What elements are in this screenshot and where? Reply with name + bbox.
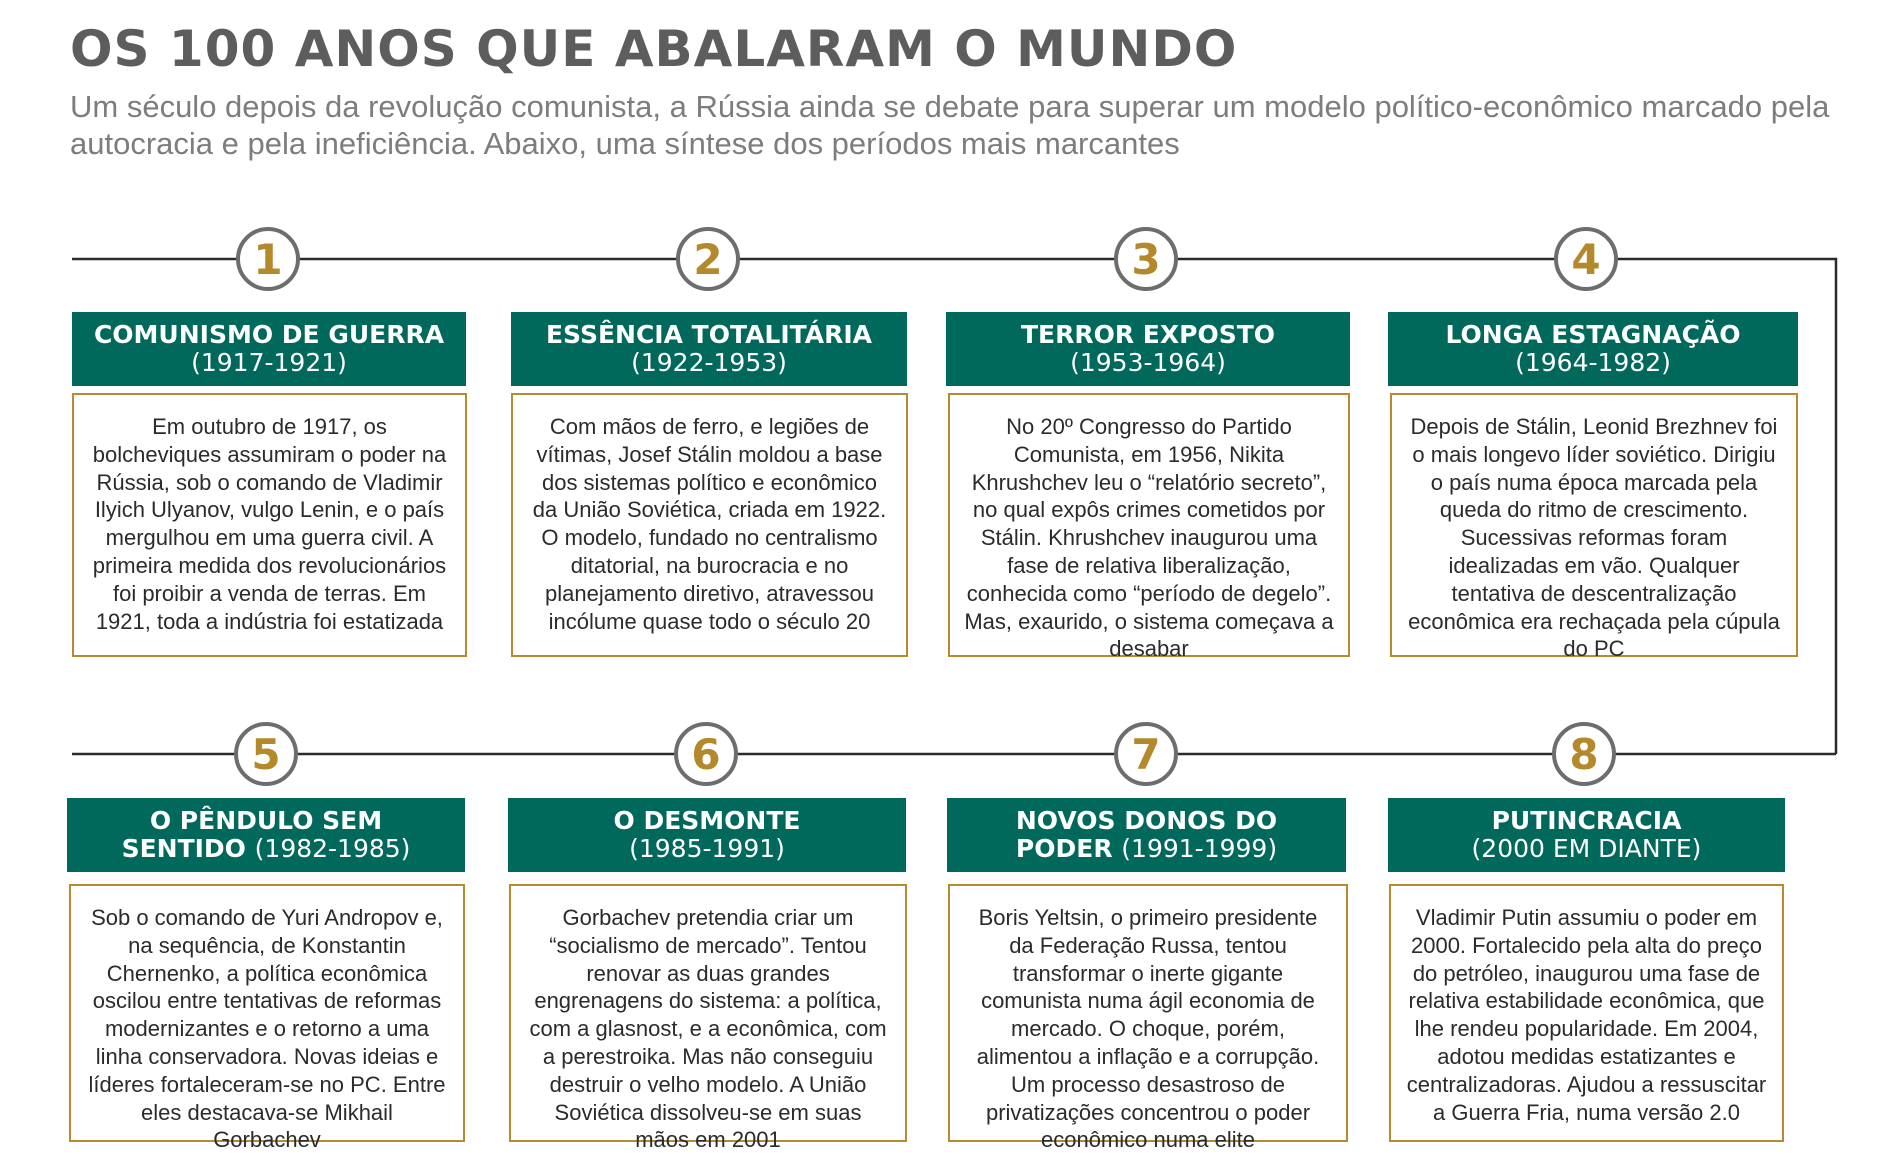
period-6-description-box	[509, 884, 907, 1153]
period-title: SENTIDO	[121, 834, 246, 863]
period-2-description-box	[511, 393, 908, 657]
period-description: Em outubro de 1917, os bolcheviques assumiram o poder na Rússia, sob o comando de Vladimir Ilyich Ulyanov, vulgo Lenin, e o país mergulhou em uma guerra civil. A primeira medida dos revolucionários foi proibir a venda de terras. Em 1921, toda a indústria foi estatizada	[92, 414, 447, 634]
period-years: (1991-1999)	[1121, 834, 1278, 863]
period-title: ESSÊNCIA TOTALITÁRIA	[545, 320, 873, 349]
period-1-description-box	[72, 393, 467, 657]
period-title-line	[1016, 807, 1277, 835]
period-title-line	[122, 835, 411, 863]
period-number-badge: 2	[676, 227, 740, 291]
period-title: LONGA ESTAGNAÇÃO	[1445, 320, 1741, 349]
period-8-header	[1388, 798, 1785, 872]
period-5-description-box	[69, 884, 465, 1153]
period-title: O PÊNDULO SEM	[149, 806, 383, 835]
period-3-description-box	[948, 393, 1350, 662]
period-number-badge: 1	[236, 227, 300, 291]
period-title-line	[614, 807, 801, 835]
period-6-header	[508, 798, 906, 872]
period-3-header	[946, 312, 1350, 386]
period-2-header	[511, 312, 907, 386]
period-title-line	[1021, 321, 1275, 349]
period-title: NOVOS DONOS DO	[1015, 806, 1278, 835]
period-title: PUTINCRACIA	[1491, 806, 1682, 835]
period-years: (1964-1982)	[1515, 348, 1671, 377]
period-title-line	[546, 321, 872, 349]
period-title: TERROR EXPOSTO	[1020, 320, 1276, 349]
page-subtitle: Um século depois da revolução comunista, a Rússia ainda se debate para superar um modelo político-econômico marcado pela autocracia e pela ineficiência. Abaixo, uma síntese dos períodos mais marcantes	[70, 89, 1830, 161]
period-number-badge: 7	[1114, 722, 1178, 786]
period-description: No 20º Congresso do Partido Comunista, em 1956, Nikita Khrushchev leu o “relatório secreto”, no qual expôs crimes cometidos por Stálin. Khrushchev inaugurou uma fase de relativa liberalização, conhecida como “período de degelo”. Mas, exaurido, o sistema começava a desabar	[964, 414, 1334, 662]
period-7-description-box	[948, 884, 1348, 1153]
period-4-description-box	[1390, 393, 1798, 662]
period-years: (1922-1953)	[631, 348, 787, 377]
period-years: (1953-1964)	[1070, 348, 1226, 377]
period-number-badge: 4	[1554, 227, 1618, 291]
period-number-badge: 5	[234, 722, 298, 786]
period-7-header	[947, 798, 1346, 872]
period-description: Depois de Stálin, Leonid Brezhnev foi o mais longevo líder soviético. Dirigiu o país numa época marcada pela queda do ritmo de crescimento. Sucessivas reformas foram idealizadas em vão. Qualquer tentativa de descentralização econômica era rechaçada pela cúpula do PC	[1408, 414, 1780, 662]
period-4-header	[1388, 312, 1798, 386]
period-1-header	[72, 312, 466, 386]
period-title-line	[1445, 321, 1740, 349]
period-number-badge: 6	[674, 722, 738, 786]
period-years: (1985-1991)	[629, 834, 785, 863]
period-title-line	[150, 807, 382, 835]
period-description: Com mãos de ferro, e legiões de vítimas, Josef Stálin moldou a base dos sistemas político e econômico da União Soviética, criada em 1922. O modelo, fundado no centralismo ditatorial, na burocracia e no planejamento diretivo, atravessou incólume quase todo o século 20	[532, 414, 887, 634]
period-title-line	[94, 321, 444, 349]
period-title-line	[1016, 835, 1277, 863]
period-description: Sob o comando de Yuri Andropov e, na sequência, de Konstantin Chernenko, a política econômica oscilou entre tentativas de reformas modernizantes e o retorno a uma linha conservadora. Novas ideias e líderes fortaleceram-se no PC. Entre eles destacava-se Mikhail Gorbachev	[88, 905, 446, 1153]
period-title: O DESMONTE	[613, 806, 801, 835]
period-number-badge: 3	[1114, 227, 1178, 291]
period-years: (1982-1985)	[254, 834, 411, 863]
period-5-header	[67, 798, 465, 872]
period-description: Gorbachev pretendia criar um “socialismo de mercado”. Tentou renovar as duas grandes engrenagens do sistema: a política, com a glasnost, e a econômica, com a perestroika. Mas não conseguiu destruir o velho modelo. A União Soviética dissolveu-se em suas mãos em 2001	[529, 905, 887, 1153]
period-title: COMUNISMO DE GUERRA	[93, 320, 445, 349]
period-years: (1917-1921)	[191, 348, 347, 377]
period-number-badge: 8	[1552, 722, 1616, 786]
period-description: Vladimir Putin assumiu o poder em 2000. Fortalecido pela alta do preço do petróleo, inaugurou uma fase de relativa estabilidade econômica, que lhe rendeu popularidade. Em 2004, adotou medidas estatizantes e centralizadoras. Ajudou a ressuscitar a Guerra Fria, numa versão 2.0	[1406, 905, 1767, 1125]
period-title: PODER	[1015, 834, 1113, 863]
period-8-description-box	[1389, 884, 1784, 1142]
period-title-line	[1492, 807, 1682, 835]
period-description: Boris Yeltsin, o primeiro presidente da Federação Russa, tentou transformar o inerte gigante comunista numa ágil economia de mercado. O choque, porém, alimentou a inflação e a corrupção. Um processo desastroso de privatizações concentrou o poder econômico numa elite	[976, 905, 1320, 1153]
period-years: (2000 EM DIANTE)	[1471, 834, 1702, 863]
page-title: OS 100 ANOS QUE ABALARAM O MUNDO	[70, 20, 1238, 78]
